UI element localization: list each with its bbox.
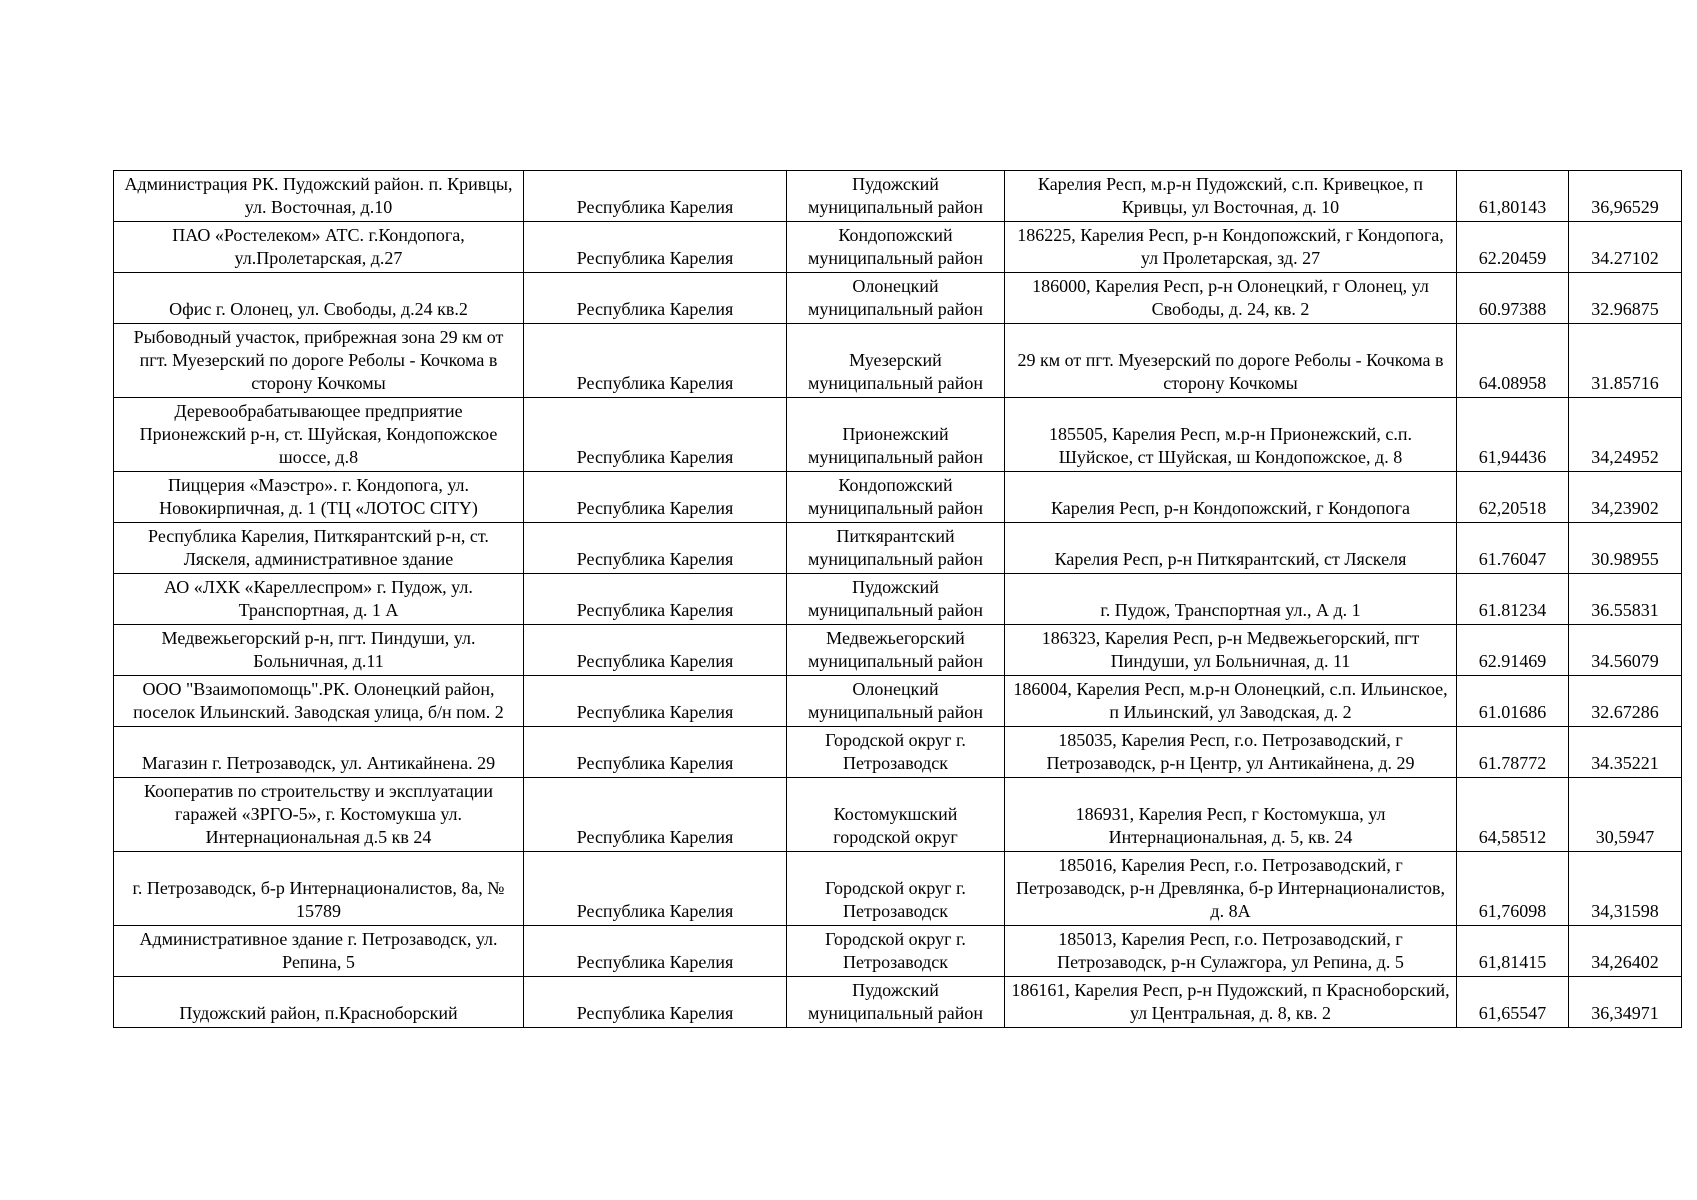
cell-district: Муезерский муниципальный район xyxy=(787,324,1005,398)
cell-object-name: Пудожский район, п.Красноборский xyxy=(114,977,524,1028)
cell-district: Пудожский муниципальный район xyxy=(787,171,1005,222)
table-row xyxy=(114,625,1682,676)
cell-latitude: 61,65547 xyxy=(1457,977,1569,1028)
cell-longitude: 34,24952 xyxy=(1569,398,1682,472)
cell-longitude: 34,26402 xyxy=(1569,926,1682,977)
table-body xyxy=(114,171,1682,1028)
cell-longitude: 32.67286 xyxy=(1569,676,1682,727)
cell-object-name: Пиццерия «Маэстро». г. Кондопога, ул. Новокирпичная, д. 1 (ТЦ «ЛОТОС CITY) xyxy=(114,472,524,523)
cell-address: 29 км от пгт. Муезерский по дороге Реболы - Кочкома в сторону Кочкомы xyxy=(1005,324,1457,398)
cell-object-name: ПАО «Ростелеком» АТС. г.Кондопога, ул.Пролетарская, д.27 xyxy=(114,222,524,273)
cell-longitude: 32.96875 xyxy=(1569,273,1682,324)
cell-latitude: 61,80143 xyxy=(1457,171,1569,222)
table-row xyxy=(114,574,1682,625)
cell-latitude: 61,94436 xyxy=(1457,398,1569,472)
cell-address: 185505, Карелия Респ, м.р-н Прионежский, с.п. Шуйское, ст Шуйская, ш Кондопожское, д. 8 xyxy=(1005,398,1457,472)
cell-region: Республика Карелия xyxy=(524,523,787,574)
cell-district: Питкярантский муниципальный район xyxy=(787,523,1005,574)
table-row xyxy=(114,727,1682,778)
cell-region: Республика Карелия xyxy=(524,625,787,676)
cell-longitude: 36,34971 xyxy=(1569,977,1682,1028)
table-row xyxy=(114,273,1682,324)
cell-address: 186004, Карелия Респ, м.р-н Олонецкий, с.п. Ильинское, п Ильинский, ул Заводская, д. 2 xyxy=(1005,676,1457,727)
cell-address: 185035, Карелия Респ, г.о. Петрозаводский, г Петрозаводск, р-н Центр, ул Антикайнена, д. 29 xyxy=(1005,727,1457,778)
table-row xyxy=(114,472,1682,523)
cell-latitude: 64.08958 xyxy=(1457,324,1569,398)
cell-region: Республика Карелия xyxy=(524,324,787,398)
cell-region: Республика Карелия xyxy=(524,472,787,523)
cell-longitude: 34.27102 xyxy=(1569,222,1682,273)
cell-longitude: 31.85716 xyxy=(1569,324,1682,398)
cell-longitude: 34,31598 xyxy=(1569,852,1682,926)
cell-address: Карелия Респ, м.р-н Пудожский, с.п. Кривецкое, п Кривцы, ул Восточная, д. 10 xyxy=(1005,171,1457,222)
table-row xyxy=(114,977,1682,1028)
cell-object-name: АО «ЛХК «Кареллеспром» г. Пудож, ул. Транспортная, д. 1 А xyxy=(114,574,524,625)
table-row xyxy=(114,852,1682,926)
cell-latitude: 61.01686 xyxy=(1457,676,1569,727)
cell-region: Республика Карелия xyxy=(524,398,787,472)
cell-object-name: Магазин г. Петрозаводск, ул. Антикайнена. 29 xyxy=(114,727,524,778)
cell-address: 186161, Карелия Респ, р-н Пудожский, п Красноборский, ул Центральная, д. 8, кв. 2 xyxy=(1005,977,1457,1028)
cell-address: 185013, Карелия Респ, г.о. Петрозаводский, г Петрозаводск, р-н Сулажгора, ул Репина, д. 5 xyxy=(1005,926,1457,977)
cell-address: 186323, Карелия Респ, р-н Медвежьегорский, пгт Пиндуши, ул Больничная, д. 11 xyxy=(1005,625,1457,676)
cell-district: Городской округ г. Петрозаводск xyxy=(787,926,1005,977)
cell-district: Городской округ г. Петрозаводск xyxy=(787,852,1005,926)
cell-latitude: 60.97388 xyxy=(1457,273,1569,324)
cell-region: Республика Карелия xyxy=(524,727,787,778)
table-row xyxy=(114,778,1682,852)
cell-region: Республика Карелия xyxy=(524,273,787,324)
cell-region: Республика Карелия xyxy=(524,676,787,727)
cell-address: Карелия Респ, р-н Кондопожский, г Кондопога xyxy=(1005,472,1457,523)
cell-object-name: г. Петрозаводск, б-р Интернационалистов, 8а, № 15789 xyxy=(114,852,524,926)
cell-region: Республика Карелия xyxy=(524,926,787,977)
cell-address: 186225, Карелия Респ, р-н Кондопожский, г Кондопога, ул Пролетарская, зд. 27 xyxy=(1005,222,1457,273)
cell-object-name: Медвежьегорский р-н, пгт. Пиндуши, ул. Больничная, д.11 xyxy=(114,625,524,676)
cell-region: Республика Карелия xyxy=(524,574,787,625)
cell-object-name: ООО "Взаимопомощь".РК. Олонецкий район, поселок Ильинский. Заводская улица, б/н пом. 2 xyxy=(114,676,524,727)
cell-latitude: 61,76098 xyxy=(1457,852,1569,926)
cell-address: 185016, Карелия Респ, г.о. Петрозаводский, г Петрозаводск, р-н Древлянка, б-р Интернационалистов, д. 8А xyxy=(1005,852,1457,926)
cell-latitude: 62,20518 xyxy=(1457,472,1569,523)
cell-address: 186000, Карелия Респ, р-н Олонецкий, г Олонец, ул Свободы, д. 24, кв. 2 xyxy=(1005,273,1457,324)
cell-object-name: Республика Карелия, Питкярантский р-н, ст. Ляскеля, административное здание xyxy=(114,523,524,574)
cell-latitude: 62.20459 xyxy=(1457,222,1569,273)
table-row xyxy=(114,222,1682,273)
table-row xyxy=(114,171,1682,222)
cell-longitude: 34.56079 xyxy=(1569,625,1682,676)
cell-district: Прионежский муниципальный район xyxy=(787,398,1005,472)
cell-address: 186931, Карелия Респ, г Костомукша, ул Интернациональная, д. 5, кв. 24 xyxy=(1005,778,1457,852)
cell-longitude: 36.55831 xyxy=(1569,574,1682,625)
cell-latitude: 61,81415 xyxy=(1457,926,1569,977)
cell-district: Городской округ г. Петрозаводск xyxy=(787,727,1005,778)
locations-table xyxy=(113,170,1682,1028)
cell-district: Олонецкий муниципальный район xyxy=(787,273,1005,324)
cell-district: Кондопожский муниципальный район xyxy=(787,222,1005,273)
cell-region: Республика Карелия xyxy=(524,977,787,1028)
cell-latitude: 64,58512 xyxy=(1457,778,1569,852)
cell-district: Кондопожский муниципальный район xyxy=(787,472,1005,523)
cell-object-name: Деревообрабатывающее предприятие Прионежский р-н, ст. Шуйская, Кондопожское шоссе, д.8 xyxy=(114,398,524,472)
cell-latitude: 61.81234 xyxy=(1457,574,1569,625)
cell-district: Пудожский муниципальный район xyxy=(787,977,1005,1028)
cell-district: Медвежьегорский муниципальный район xyxy=(787,625,1005,676)
cell-object-name: Администрация РК. Пудожский район. п. Кривцы, ул. Восточная, д.10 xyxy=(114,171,524,222)
cell-longitude: 36,96529 xyxy=(1569,171,1682,222)
cell-object-name: Кооператив по строительству и эксплуатации гаражей «ЗРГО-5», г. Костомукша ул. Интернациональная д.5 кв 24 xyxy=(114,778,524,852)
cell-district: Костомукшский городской округ xyxy=(787,778,1005,852)
cell-latitude: 61.78772 xyxy=(1457,727,1569,778)
table-row xyxy=(114,324,1682,398)
cell-object-name: Административное здание г. Петрозаводск, ул. Репина, 5 xyxy=(114,926,524,977)
table-row xyxy=(114,926,1682,977)
cell-district: Пудожский муниципальный район xyxy=(787,574,1005,625)
cell-district: Олонецкий муниципальный район xyxy=(787,676,1005,727)
cell-longitude: 30.98955 xyxy=(1569,523,1682,574)
cell-region: Республика Карелия xyxy=(524,852,787,926)
table-row xyxy=(114,398,1682,472)
cell-longitude: 30,5947 xyxy=(1569,778,1682,852)
table-row xyxy=(114,523,1682,574)
table-row xyxy=(114,676,1682,727)
cell-address: Карелия Респ, р-н Питкярантский, ст Ляскеля xyxy=(1005,523,1457,574)
cell-latitude: 61.76047 xyxy=(1457,523,1569,574)
cell-object-name: Рыбоводный участок, прибрежная зона 29 км от пгт. Муезерский по дороге Реболы - Кочкома в сторону Кочкомы xyxy=(114,324,524,398)
cell-longitude: 34,23902 xyxy=(1569,472,1682,523)
cell-region: Республика Карелия xyxy=(524,222,787,273)
cell-object-name: Офис г. Олонец, ул. Свободы, д.24 кв.2 xyxy=(114,273,524,324)
cell-latitude: 62.91469 xyxy=(1457,625,1569,676)
cell-longitude: 34.35221 xyxy=(1569,727,1682,778)
cell-region: Республика Карелия xyxy=(524,778,787,852)
cell-region: Республика Карелия xyxy=(524,171,787,222)
cell-address: г. Пудож, Транспортная ул., А д. 1 xyxy=(1005,574,1457,625)
